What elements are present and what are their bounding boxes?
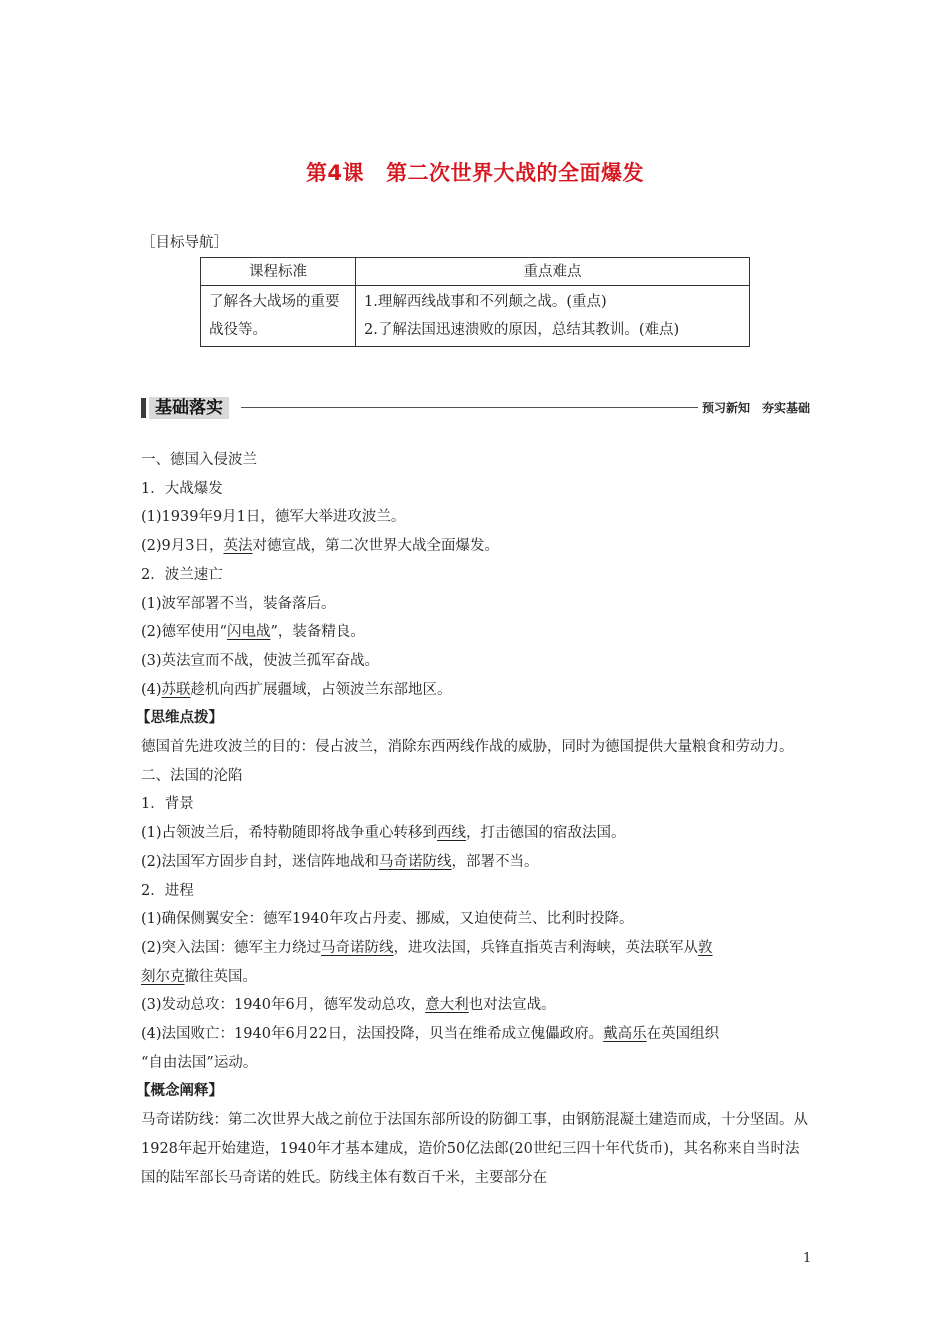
key-point-2: 2.了解法国迅速溃败的原因，总结其教训。(难点) — [364, 322, 680, 338]
key-term: 苏联 — [161, 681, 191, 698]
key-point-1: 1.理解西线战事和不列颠之战。(重点) — [364, 294, 607, 310]
section-label: 基础落实 — [149, 397, 229, 419]
concept-text: 马奇诺防线：第二次世界大战之前位于法国东部所设的防御工事，由钢筋混凝土建造而成，十分坚固。从1928年起开始建造，1940年才基本建成，造价50亿法郎(20世纪三四十年代货币)，其名称来自当时法国的陆军部长马奇诺的姓氏。防线主体有数百千米，主要部分在 — [141, 1112, 808, 1186]
key-term: 马奇诺防线 — [321, 939, 394, 956]
key-term: 西线 — [437, 825, 467, 842]
concept-label: 【概念阐释】 — [136, 1083, 223, 1100]
goal-navigation-label: ［目标导航］ — [141, 235, 228, 251]
table-row — [201, 286, 750, 347]
list-item: (2)法国军方固步自封，迷信阵地战和马奇诺防线，部署不当。 — [141, 853, 539, 870]
lesson-number: 第4课 — [305, 161, 365, 185]
page-number: 1 — [803, 1251, 812, 1266]
header-key-points: 重点难点 — [356, 258, 750, 286]
subheading: 1．背景 — [141, 796, 194, 813]
list-item: (2)9月3日，英法对德宣战，第二次世界大战全面爆发。 — [141, 538, 499, 555]
main-content — [136, 446, 811, 1192]
list-item: (2)突入法国：德军主力绕过马奇诺防线，进攻法国，兵锋直指英吉利海峡，英法联军从敦 刻尔克撤往英国。 — [141, 939, 713, 985]
list-item: (1)波军部署不当，装备落后。 — [141, 595, 336, 612]
section-marker — [141, 398, 146, 418]
section-subtitle: 预习新知 夯实基础 — [701, 401, 810, 415]
key-term: 刻尔克 — [141, 968, 185, 985]
list-item: (2)德军使用“闪电战”，装备精良。 — [141, 624, 365, 641]
section-header — [141, 397, 810, 421]
key-term: 敦 — [698, 939, 713, 956]
heading-2: 二、法国的沦陷 — [141, 767, 243, 784]
key-points-cell — [356, 286, 750, 347]
list-item: (3)发动总攻：1940年6月，德军发动总攻，意大利也对法宣战。 — [141, 997, 556, 1014]
heading-1: 一、德国入侵波兰 — [141, 452, 257, 468]
goals-table — [200, 257, 750, 347]
section-divider — [241, 407, 698, 408]
list-item: (1)1939年9月1日，德军大举进攻波兰。 — [141, 509, 406, 526]
standard-cell: 了解各大战场的重要战役等。 — [201, 286, 356, 347]
tip-label: 【思维点拨】 — [136, 710, 223, 727]
key-term: 闪电战 — [226, 624, 271, 641]
list-item: (1)占领波兰后，希特勒随即将战争重心转移到西线，打击德国的宿敌法国。 — [141, 825, 626, 842]
list-item: (1)确保侧翼安全：德军1940年攻占丹麦、挪威，又迫使荷兰、比利时投降。 — [141, 911, 634, 928]
key-term: 马奇诺防线 — [379, 853, 452, 870]
list-item: (4)法国败亡：1940年6月22日，法国投降，贝当在维希成立傀儡政府。戴高乐在英国组织 “自由法国”运动。 — [141, 1026, 720, 1071]
key-term: 意大利 — [425, 997, 469, 1014]
subheading: 2．波兰速亡 — [141, 566, 223, 583]
subheading: 1．大战爆发 — [141, 480, 223, 497]
list-item: (3)英法宣而不战，使波兰孤军奋战。 — [141, 652, 380, 669]
tip-text: 德国首先进攻波兰的目的：侵占波兰，消除东西两线作战的威胁，同时为德国提供大量粮食和劳动力。 — [141, 739, 794, 756]
key-term: 戴高乐 — [603, 1026, 647, 1043]
page-title — [0, 157, 950, 187]
subheading: 2．进程 — [141, 882, 194, 899]
header-standard: 课程标准 — [201, 258, 356, 286]
list-item: (4)苏联趁机向西扩展疆域，占领波兰东部地区。 — [141, 681, 452, 698]
key-term: 英法 — [223, 538, 253, 555]
table-header-row — [201, 258, 750, 286]
lesson-name: 第二次世界大战的全面爆发 — [386, 161, 645, 185]
